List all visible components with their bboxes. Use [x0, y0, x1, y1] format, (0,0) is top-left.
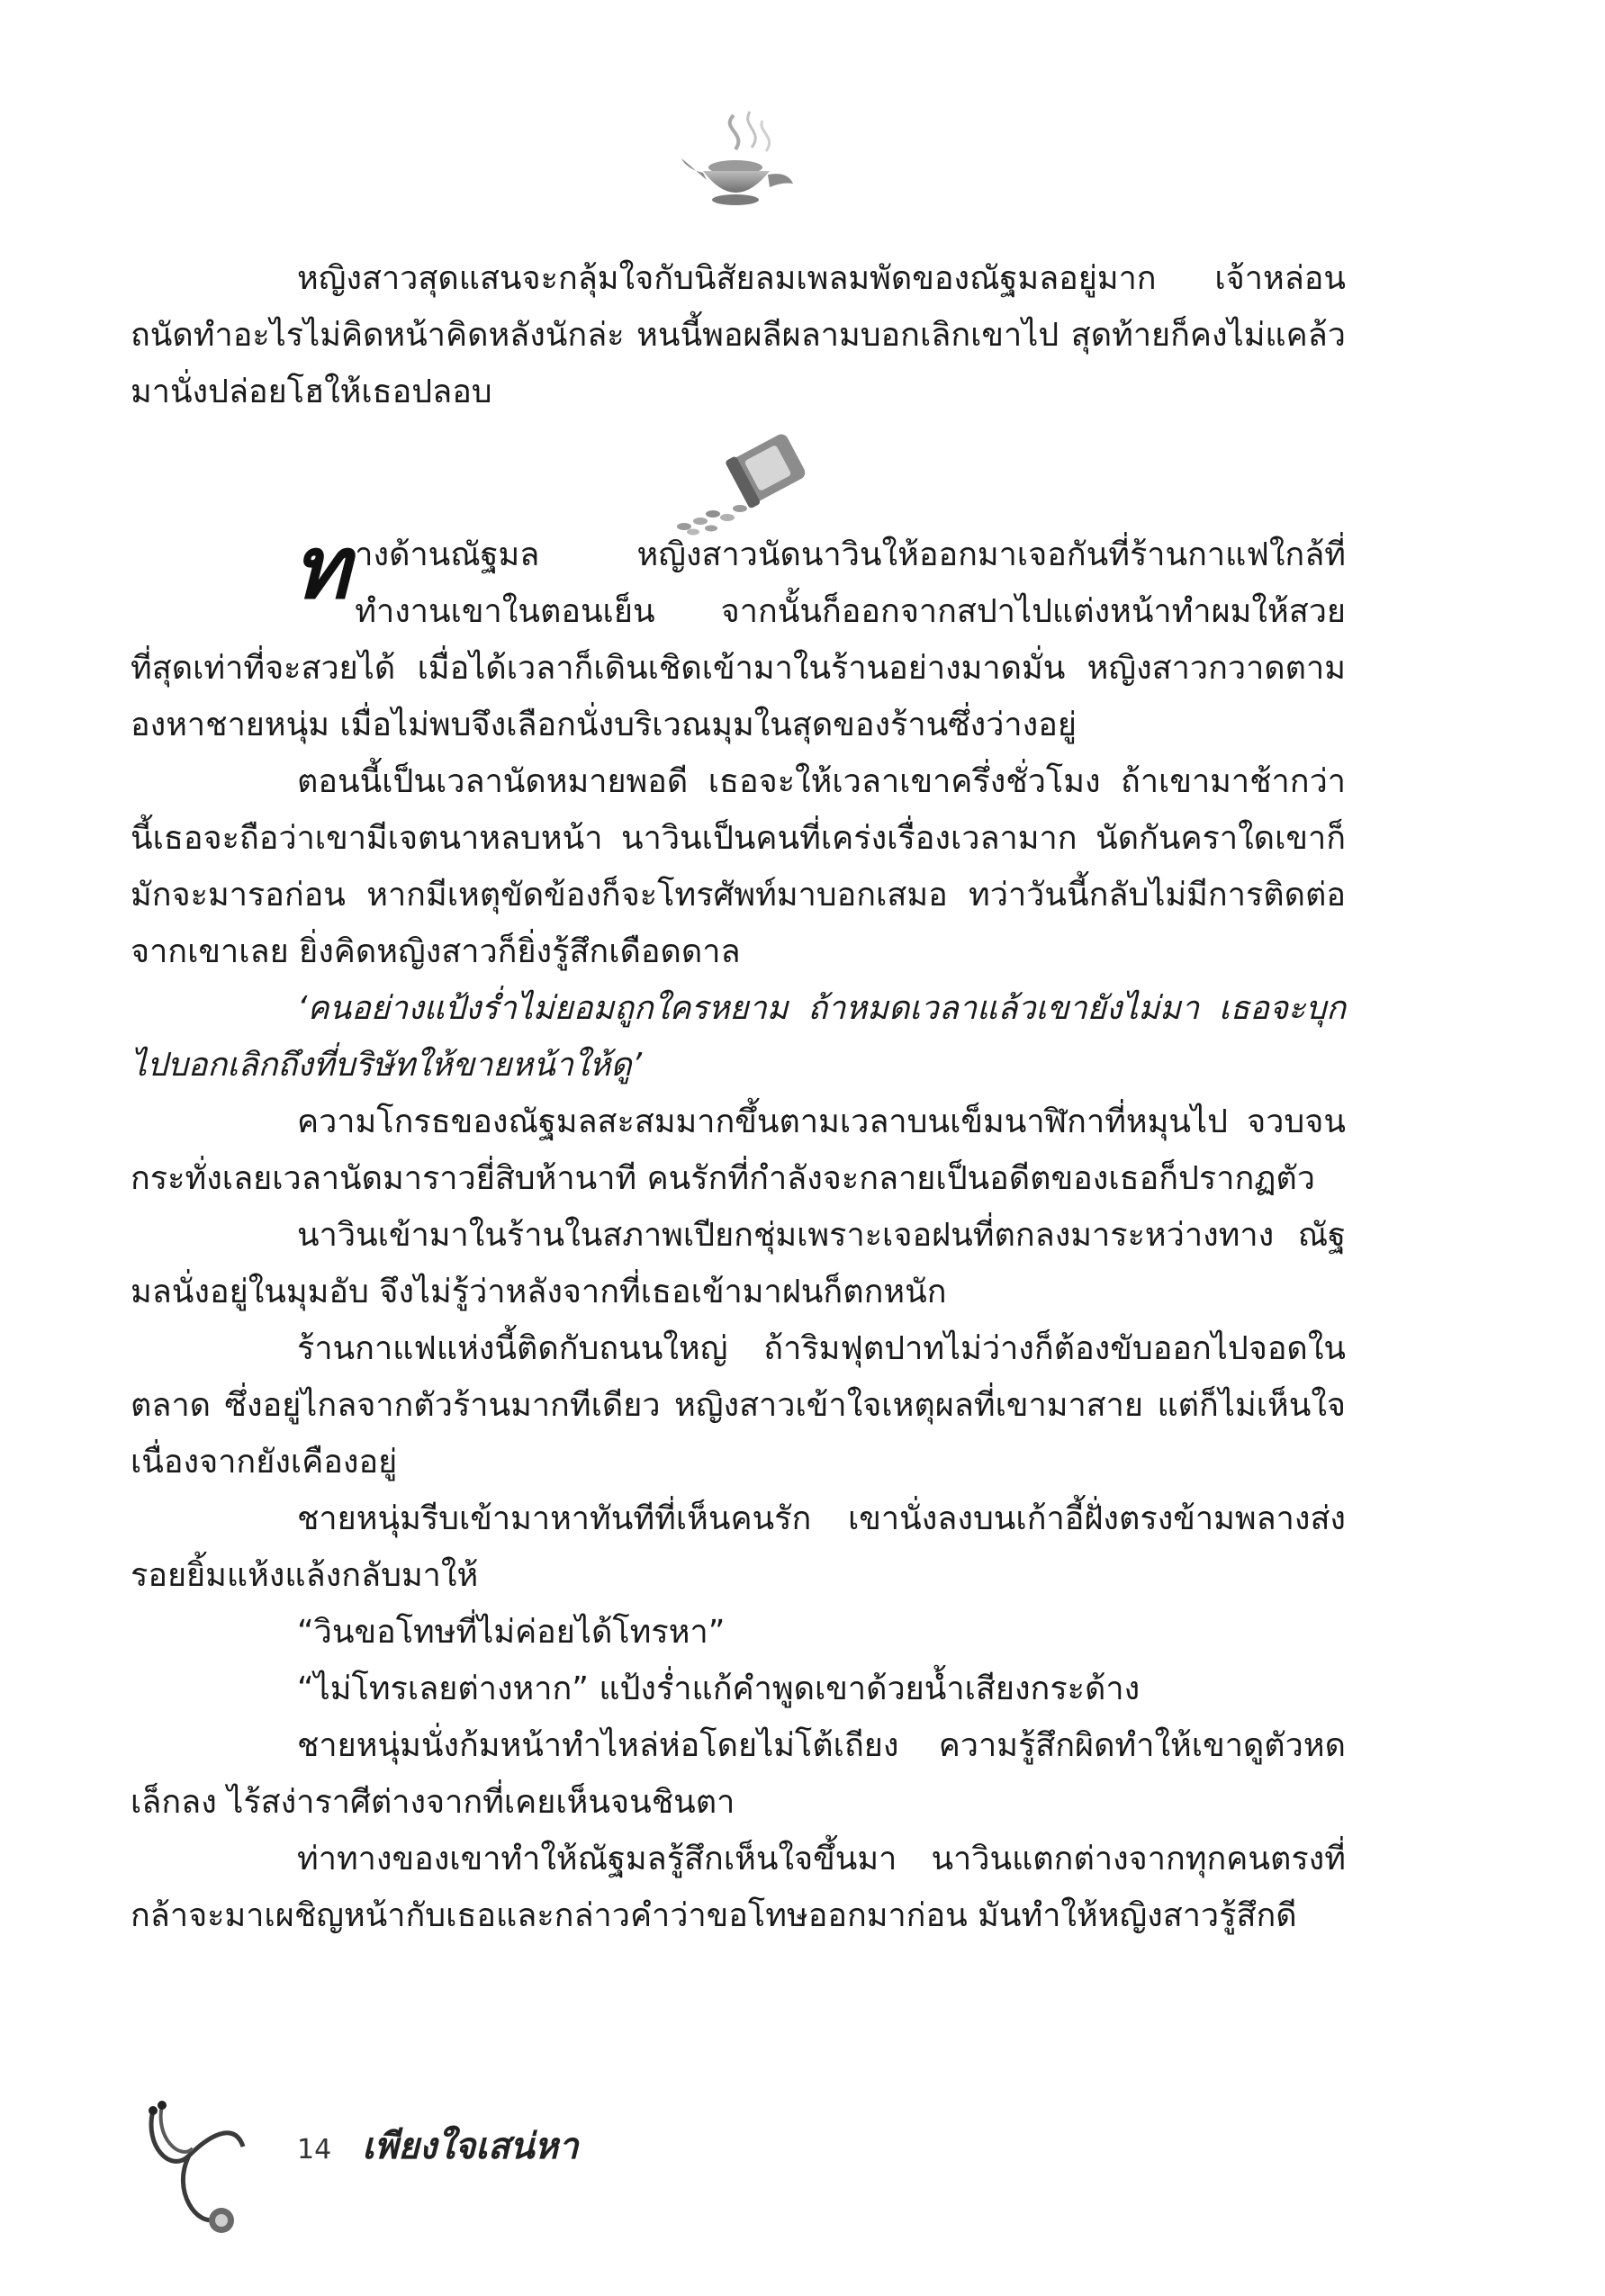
page-number: 14 [297, 2134, 332, 2165]
paragraph: ชายหนุ่มนั่งก้มหน้าทำไหล่ห่อโดยไม่โต้เถียง ความรู้สึกผิดทำให้เขาดูตัวหดเล็กลง ไร้สง่าราศีต่างจากที่เคยเห็นจนชินตา [131, 1727, 1346, 1821]
stethoscope-ornament-icon [135, 2093, 288, 2246]
pill-bottle-ornament-icon [657, 428, 837, 540]
paragraph: หญิงสาวสุดแสนจะกลุ้มใจกับนิสัยลมเพลมพัดของณัฐมลอยู่มาก เจ้าหล่อนถนัดทำอะไรไม่คิดหน้าคิดหลังนักล่ะ หนนี้พอผลีผลามบอกเลิกเขาไป สุดท้ายก็คงไม่แคล้วมานั่งปล่อยโฮให้เธอปลอบ [131, 260, 1346, 410]
paragraph: ตอนนี้เป็นเวลานัดหมายพอดี เธอจะให้เวลาเขาครึ่งชั่วโมง ถ้าเขามาช้ากว่านี้เธอจะถือว่าเขามีเจตนาหลบหน้า นาวินเป็นคนที่เคร่งเรื่องเวลามาก นัดกันคราใดเขาก็มักจะมารอก่อน หากมีเหตุขัดข้องก็จะโทรศัพท์มาบอกเสมอ ทว่าวันนี้กลับไม่มีการติดต่อจากเขาเลย ยิ่งคิดหญิงสาวก็ยิ่งรู้สึกเดือดดาล [131, 763, 1346, 970]
book-title: เพียงใจเสน่หา [362, 2126, 579, 2167]
paragraph-with-dropcap [131, 518, 1346, 753]
text-block-main [131, 518, 1346, 1944]
paragraph: ความโกรธของณัฐมลสะสมมากขึ้นตามเวลาบนเข็มนาฬิกาที่หมุนไป จวบจนกระทั่งเลยเวลานัดมาราวยี่สิบห้านาที คนรักที่กำลังจะกลายเป็นอดีตของเธอก็ปรากฏตัว [131, 1103, 1346, 1197]
paragraph: ชายหนุ่มรีบเข้ามาหาทันทีที่เห็นคนรัก เขานั่งลงบนเก้าอี้ฝั่งตรงข้ามพลางส่งรอยยิ้มแห้งแล้งกลับมาให้ [131, 1500, 1346, 1594]
dropcap: ท [293, 518, 350, 618]
paragraph: ท่าทางของเขาทำให้ณัฐมลรู้สึกเห็นใจขึ้นมา นาวินแตกต่างจากทุกคนตรงที่กล้าจะมาเผชิญหน้ากับเธอและกล่าวคำว่าขอโทษออกมาก่อน มันทำให้หญิงสาวรู้สึกดี [131, 1841, 1346, 1934]
page-footer [297, 2117, 578, 2180]
thought-paragraph: ‘คนอย่างแป้งร่ำไม่ยอมถูกใครหยาม ถ้าหมดเวลาแล้วเขายังไม่มา เธอจะบุกไปบอกเลิกถึงที่บริษัทให้ขายหน้าให้ดู’ [131, 990, 1346, 1084]
paragraph: นาวินเข้ามาในร้านในสภาพเปียกชุ่มเพราะเจอฝนที่ตกลงมาระหว่างทาง ณัฐมลนั่งอยู่ในมุมอับ จึงไม่รู้ว่าหลังจากที่เธอเข้ามาฝนก็ตกหนัก [131, 1217, 1346, 1310]
dialogue-line: “ไม่โทรเลยต่างหาก” แป้งร่ำแก้คำพูดเขาด้วยน้ำเสียงกระด้าง [297, 1670, 1141, 1707]
teapot-ornament-icon [671, 106, 806, 214]
paragraph-text: างด้านณัฐมล หญิงสาวนัดนาวินให้ออกมาเจอกันที่ร้านกาแฟใกล้ที่ทำงานเขาในตอนเย็น จากนั้นก็ออกจากสปาไปแต่งหน้าทำผมให้สวยที่สุดเท่าที่จะสวยได้ เมื่อได้เวลาก็เดินเชิดเข้ามาในร้านอย่างมาดมั่น หญิงสาวกวาดตามองหาชายหนุ่ม เมื่อไม่พบจึงเลือกนั่งบริเวณมุมในสุดของร้านซึ่งว่างอยู่ [131, 536, 1346, 743]
text-block-intro [131, 250, 1346, 420]
paragraph: ร้านกาแฟแห่งนี้ติดกับถนนใหญ่ ถ้าริมฟุตปาทไม่ว่างก็ต้องขับออกไปจอดในตลาด ซึ่งอยู่ไกลจากตัวร้านมากทีเดียว หญิงสาวเข้าใจเหตุผลที่เขามาสาย แต่ก็ไม่เห็นใจเนื่องจากยังเคืองอยู่ [131, 1330, 1346, 1481]
dialogue-line: “วินขอโทษที่ไม่ค่อยได้โทรหา” [297, 1614, 726, 1651]
